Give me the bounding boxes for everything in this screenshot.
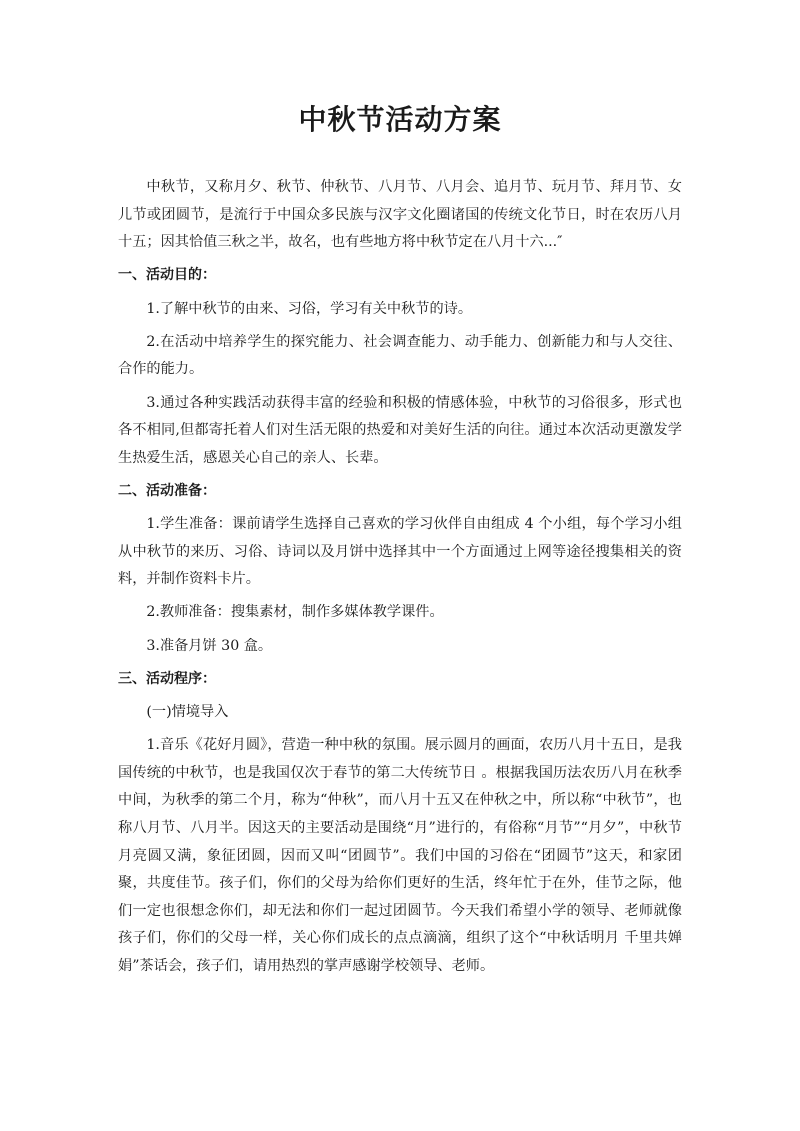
procedure-item: 1.音乐《花好月圆》，营造一种中秋的氛围。展示圆月的画面，农历八月十五日，是我国传统的中秋节，也是我国仅次于春节的第二大传统节日 。根据我国历法农历八月在秋季中间，为秋季的第二个月，称为“仲秋”，而八月十五又在仲秋之中，所以称“中秋节”，也称八月节、八月半。因这天的主要活动是围绕“月”进行的，有俗称“月节”“月夕”，中秋节月亮圆又满，象征团圆，因而又叫“团圆节”。我们中国的习俗在“团圆节”这天，和家团聚，共度佳节。孩子们，你们的父母为给你们更好的生活，终年忙于在外，佳节之际，他们一定也很想念你们，却无法和你们一起过团圆节。今天我们希望小学的领导、老师就像孩子们，你们的父母一样，关心你们成长的点点滴滴，组织了这个“中秋话明月 千里共婵娟”茶话会，孩子们，请用热烈的掌声感谢学校领导、老师。 [118, 737, 682, 974]
intro-paragraph: 中秋节，又称月夕、秋节、仲秋节、八月节、八月会、追月节、玩月节、拜月节、女儿节或团圆节，是流行于中国众多民族与汉字文化圈诸国的传统文化节日，时在农历八月十五；因其恰值三秋之半，故名，也有些地方将中秋节定在八月十六...″ [118, 179, 682, 251]
preparation-item: 1.学生准备：课前请学生选择自己喜欢的学习伙伴自由组成 4 个小组，每个学习小组从中秋节的来历、习俗、诗词以及月饼中选择其中一个方面通过上网等途径搜集相关的资料，并制作资料卡片。 [118, 516, 682, 588]
document-body [118, 174, 682, 981]
procedure-subheading: (一)情境导入 [146, 704, 229, 721]
goal-item: 2.在活动中培养学生的探究能力、社会调查能力、动手能力、创新能力和与人交往、合作的能力。 [118, 333, 682, 378]
document-title: 中秋节活动方案 [298, 103, 502, 136]
section-heading-preparation: 二、活动准备： [118, 482, 216, 499]
goal-item: 3.通过各种实践活动获得丰富的经验和积极的情感体验，中秋节的习俗很多，形式也各不相同,但都寄托着人们对生活无限的热爱和对美好生活的向往。通过本次活动更激发学生热爱生活，感恩关心自己的亲人、长辈。 [118, 394, 682, 466]
preparation-item: 2.教师准备：搜集素材，制作多媒体教学课件。 [146, 604, 444, 621]
section-heading-goals: 一、活动目的： [118, 267, 216, 284]
section-heading-procedure: 三、活动程序： [118, 670, 216, 687]
preparation-item: 3.准备月饼 30 盒。 [146, 637, 273, 654]
goal-item: 1.了解中秋节的由来、习俗，学习有关中秋节的诗。 [146, 300, 473, 317]
